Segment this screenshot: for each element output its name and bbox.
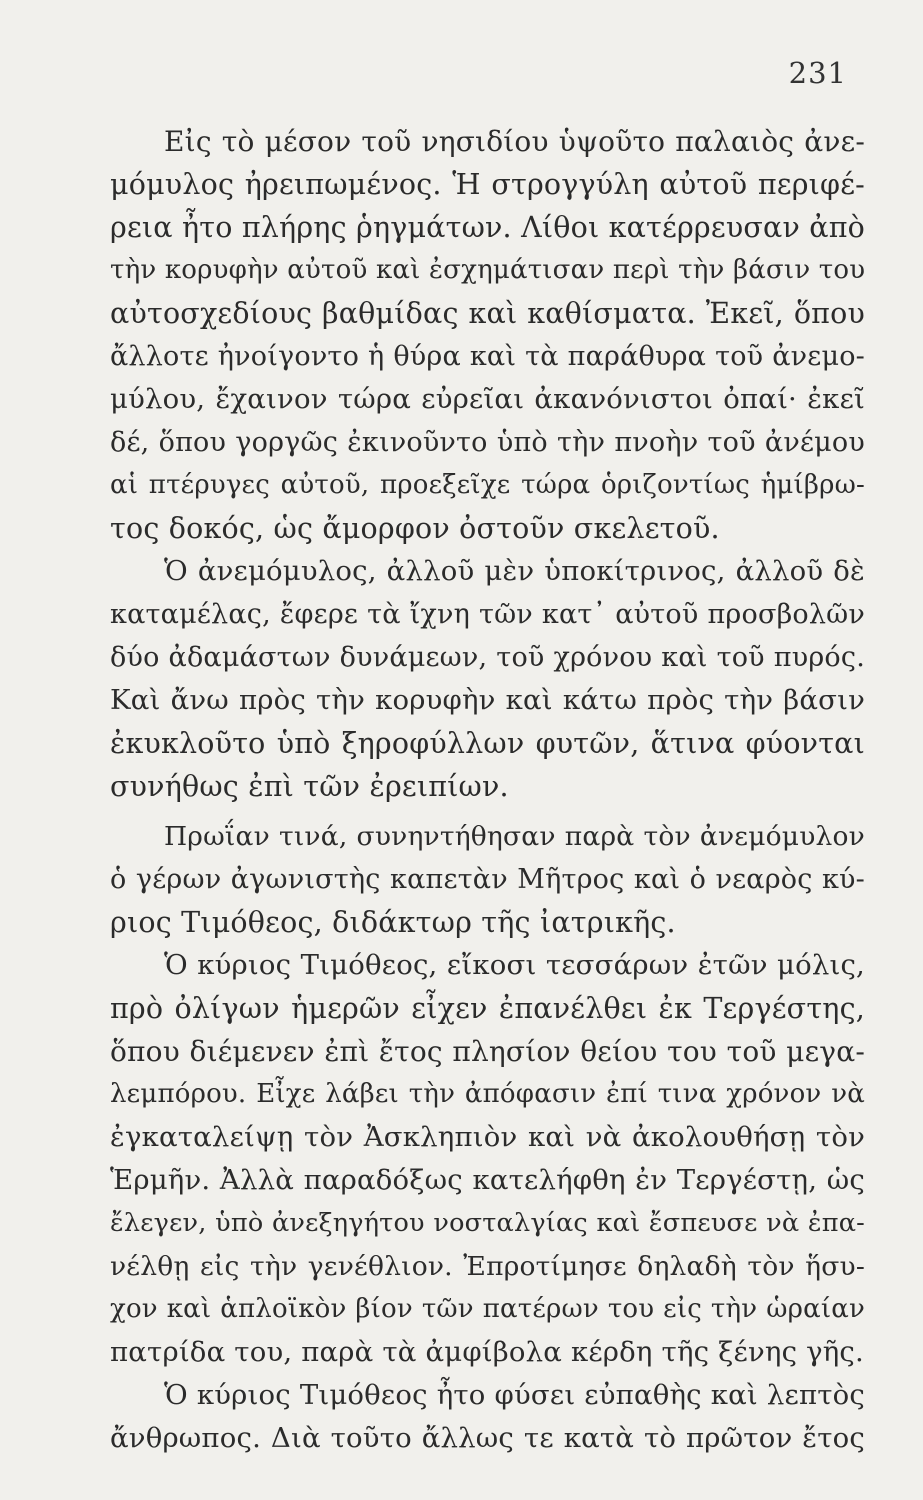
text-line: ἄνθρωπος. Διὰ τοῦτο ἄλλως τε κατὰ τὸ πρῶτον ἔτος <box>110 1422 865 1454</box>
text-line: λεμπόρου. Εἶχε λάβει τὴν ἀπόφασιν ἐπί τινα χρόνον νὰ <box>110 1079 865 1109</box>
text-line: Ὁ ἀνεμόμυλος, ἀλλοῦ μὲν ὑποκίτρινος, ἀλλοῦ δὲ <box>164 555 865 587</box>
text-line: χον καὶ ἁπλοϊκὸν βίον τῶν πατέρων του εἰς τὴν ὡραίαν <box>110 1294 865 1324</box>
text-line: αὐτοσχεδίους βαθμίδας καὶ καθίσματα. Ἐκεῖ, ὅπου <box>110 297 865 330</box>
text-line: πρὸ ὀλίγων ἡμερῶν εἶχεν ἐπανέλθει ἐκ Τεργέστης, <box>110 992 865 1025</box>
text-line: τος δοκός, ὡς ἄμορφον ὀστοῦν σκελετοῦ. <box>110 512 720 545</box>
text-line: Εἰς τὸ μέσον τοῦ νησιδίου ὑψοῦτο παλαιὸς ἀνε- <box>164 125 865 158</box>
text-line: Πρωΐαν τινά, συνηντήθησαν παρὰ τὸν ἀνεμόμυλον <box>164 821 865 852</box>
text-line: ὁ γέρων ἀγωνιστὴς καπετὰν Μῆτρος καὶ ὁ νεαρὸς κύ- <box>110 864 865 895</box>
text-line: δύο ἀδαμάστων δυνάμεων, τοῦ χρόνου καὶ τοῦ πυρός. <box>110 642 865 673</box>
text-line: μύλου, ἔχαινον τώρα εὐρεῖαι ἀκανόνιστοι ὀπαί· ἐκεῖ <box>110 383 865 415</box>
text-line: πατρίδα του, παρὰ τὰ ἀμφίβολα κέρδη τῆς ξένης γῆς. <box>110 1336 864 1368</box>
text-line: ἄλλοτε ἠνοίγοντο ἡ θύρα καὶ τὰ παράθυρα τοῦ ἀνεμο- <box>110 341 865 372</box>
text-line: ὅπου διέμενεν ἐπὶ ἔτος πλησίον θείου του τοῦ μεγα- <box>110 1035 865 1068</box>
text-line: Ἑρμῆν. Ἀλλὰ παραδόξως κατελήφθη ἐν Τεργέστῃ, ὡς <box>110 1164 865 1196</box>
text-line: Ὁ κύριος Τιμόθεος, εἴκοσι τεσσάρων ἐτῶν μόλις, <box>164 949 865 981</box>
paragraph-gap <box>110 808 865 815</box>
text-line: τὴν κορυφὴν αὐτοῦ καὶ ἐσχημάτισαν περὶ τὴν βάσιν του <box>110 255 866 285</box>
text-line: συνήθως ἐπὶ τῶν ἐρειπίων. <box>110 770 509 803</box>
text-line: καταμέλας, ἔφερε τὰ ἴχνη τῶν κατ᾽ αὐτοῦ προσβολῶν <box>110 599 865 630</box>
text-line: αἱ πτέρυγες αὐτοῦ, προεξεῖχε τώρα ὁριζοντίως ἡμίβρω- <box>110 470 865 500</box>
text-line: ἐκυκλοῦτο ὑπὸ ξηροφύλλων φυτῶν, ἅτινα φύονται <box>110 727 865 760</box>
text-line: νέλθῃ εἰς τὴν γενέθλιον. Ἐπροτίμησε δηλαδὴ τὸν ἥσυ- <box>110 1251 865 1282</box>
body-text <box>110 120 865 1460</box>
text-line: ρεια ἦτο πλήρης ῥηγμάτων. Λίθοι κατέρρευσαν ἀπὸ <box>110 211 865 244</box>
text-line: Καὶ ἄνω πρὸς τὴν κορυφὴν καὶ κάτω πρὸς τὴν βάσιν <box>110 684 865 716</box>
text-line: ἐγκαταλείψῃ τὸν Ἀσκληπιὸν καὶ νὰ ἀκολουθήσῃ τὸν <box>110 1121 865 1153</box>
page-number: 231 <box>788 56 847 90</box>
text-line: ἔλεγεν, ὑπὸ ἀνεξηγήτου νοσταλγίας καὶ ἔσπευσε νὰ ἐπα- <box>110 1208 865 1238</box>
text-line: μόμυλος ἠρειπωμένος. Ἡ στρογγύλη αὐτοῦ περιφέ- <box>110 168 865 201</box>
text-line: Ὁ κύριος Τιμόθεος ἦτο φύσει εὐπαθὴς καὶ λεπτὸς <box>164 1379 865 1411</box>
text-line: δέ, ὅπου γοργῶς ἐκινοῦντο ὑπὸ τὴν πνοὴν τοῦ ἀνέμου <box>110 427 865 458</box>
text-line: ριος Τιμόθεος, διδάκτωρ τῆς ἰατρικῆς. <box>110 906 676 939</box>
